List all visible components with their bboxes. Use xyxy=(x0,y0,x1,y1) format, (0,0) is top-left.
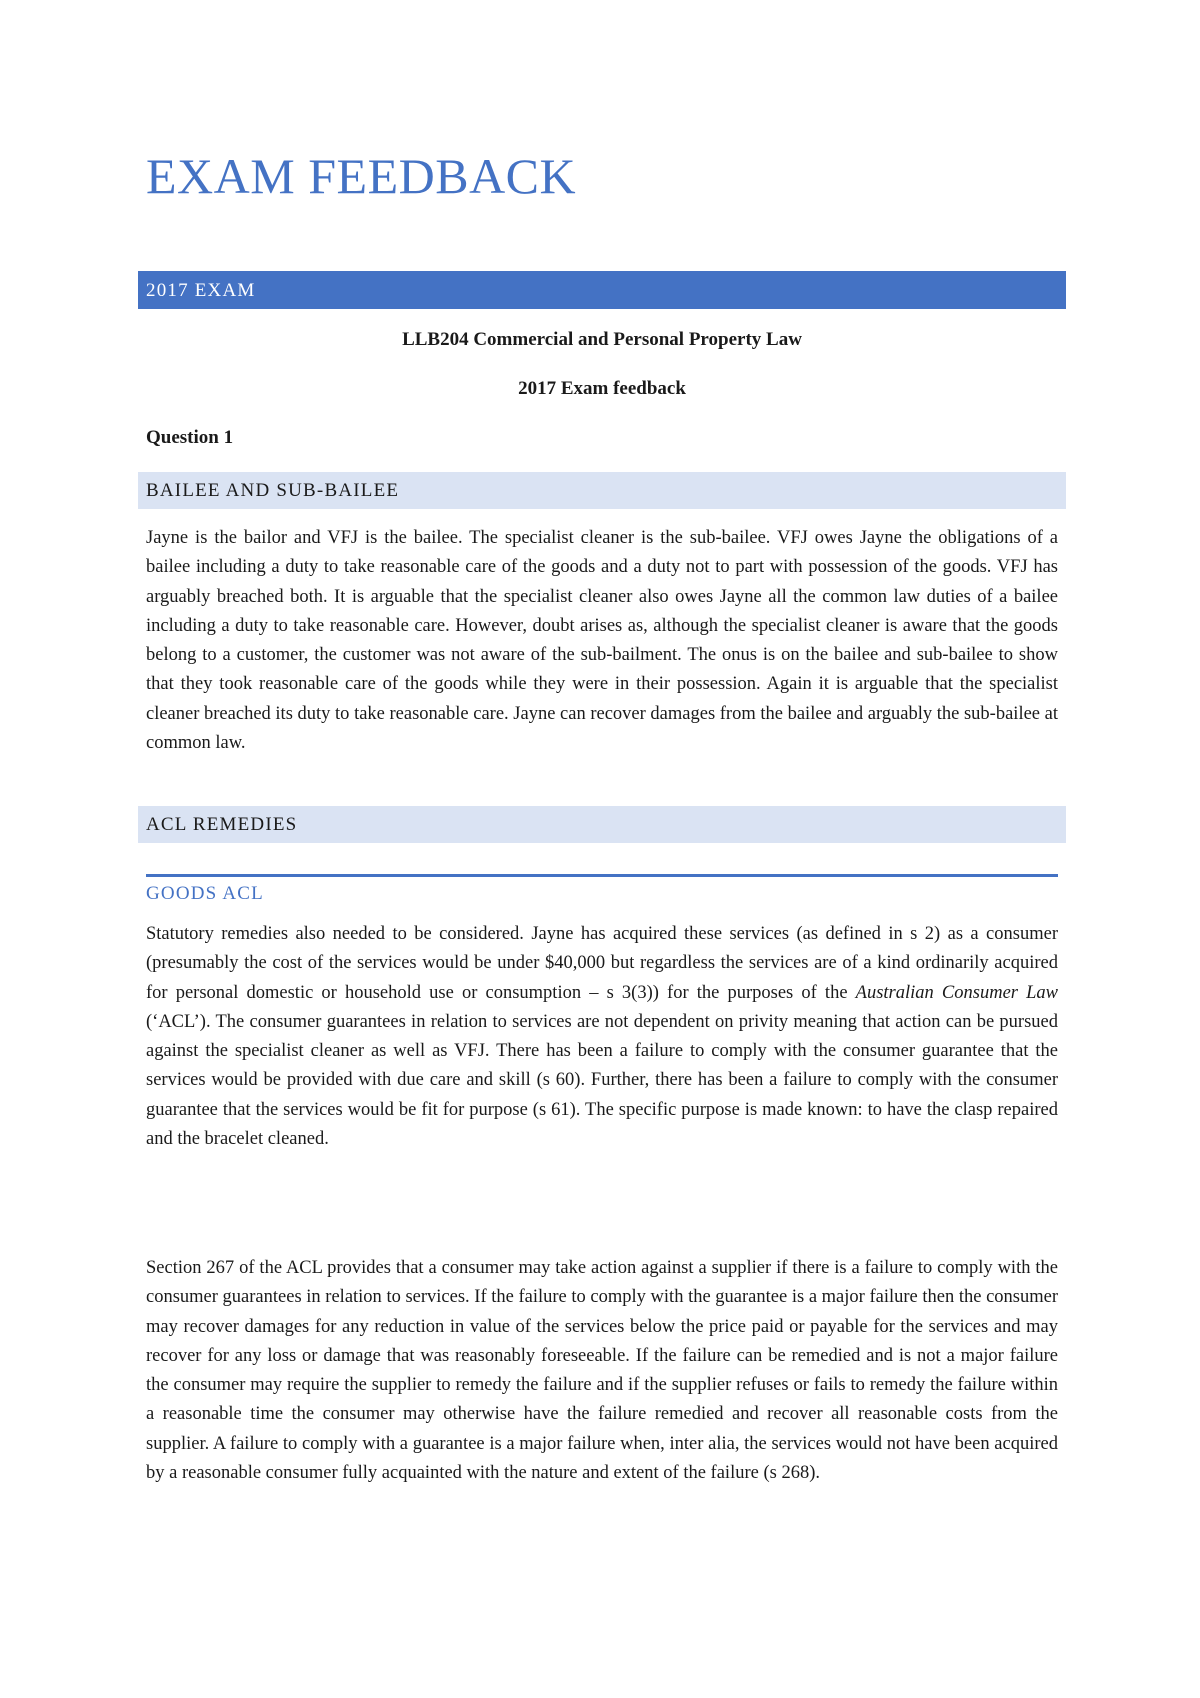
acl-paragraph-1-start: Statutory remedies also needed to be considered. Jayne has acquired these services (as defined in s 2) as a consumer (presumably the cost of the services would be under $40,000 but regardless the services are of a kind ordinarily acquired for personal domestic or household use or consumption – s 3(3)) for the purposes of the xyxy=(146,924,1058,1003)
acl-paragraph-2: Section 267 of the ACL provides that a consumer may take action against a supplier if there is a failure to comply with the consumer guarantees in relation to services. If the failure to comply with the guarantee is a major failure then the consumer may recover damages for any reduction in value of the services below the price paid or payable for the services and may recover for any loss or damage that was reasonably foreseeable. If the failure can be remedied and is not a major failure the consumer may require the supplier to remedy the failure and if the supplier refuses or fails to remedy the failure within a reasonable time the consumer may otherwise have the failure remedied and recover all reasonable costs from the supplier. A failure to comply with a guarantee is a major failure when, inter alia, the services would not have been acquired by a reasonable consumer fully acquainted with the nature and extent of the failure (s 268). xyxy=(146,1258,1058,1484)
question-label: Question 1 xyxy=(146,427,234,448)
subheading-rule xyxy=(146,874,1058,877)
subheading-goods-acl: GOODS ACL xyxy=(146,883,264,904)
document-title: EXAM FEEDBACK xyxy=(146,148,577,204)
bailee-paragraph: Jayne is the bailor and VFJ is the bailee. The specialist cleaner is the sub-bailee. VFJ owes Jayne the obligations of a bailee including a duty to take reasonable care of the goods and a duty not to part with possession of the goods. VFJ has arguably breached both. It is arguable that the specialist cleaner also owes Jayne all the common law duties of a bailee including a duty to take reasonable care. However, doubt arises as, although the specialist cleaner is aware that the goods belong to a customer, the customer was not aware of the sub-bailment. The onus is on the bailee and sub-bailee to show that they took reasonable care of the goods while they were in their possession. Again it is arguable that the specialist cleaner breached its duty to take reasonable care. Jayne can recover damages from the bailee and arguably the sub-bailee at common law. xyxy=(146,528,1058,754)
section-heading-bailee: BAILEE AND SUB-BAILEE xyxy=(138,472,1066,509)
section-heading-acl: ACL REMEDIES xyxy=(138,806,1066,843)
course-title: LLB204 Commercial and Personal Property Law xyxy=(402,329,802,350)
acl-act-name: Australian Consumer Law xyxy=(855,982,1058,1003)
section-band-2017-exam: 2017 EXAM xyxy=(138,271,1066,309)
exam-subtitle: 2017 Exam feedback xyxy=(518,378,686,399)
acl-paragraph-1-end: (‘ACL’). The consumer guarantees in relation to services are not dependent on privity meaning that action can be pursued against the specialist cleaner as well as VFJ. There has been a failure to comply with the consumer guarantee that the services would be provided with due care and skill (s 60). Further, there has been a failure to comply with the consumer guarantee that the services would be fit for purpose (s 61). The specific purpose is made known: to have the clasp repaired and the bracelet cleaned. xyxy=(146,1011,1058,1150)
acl-paragraph-1 xyxy=(146,920,1058,1154)
